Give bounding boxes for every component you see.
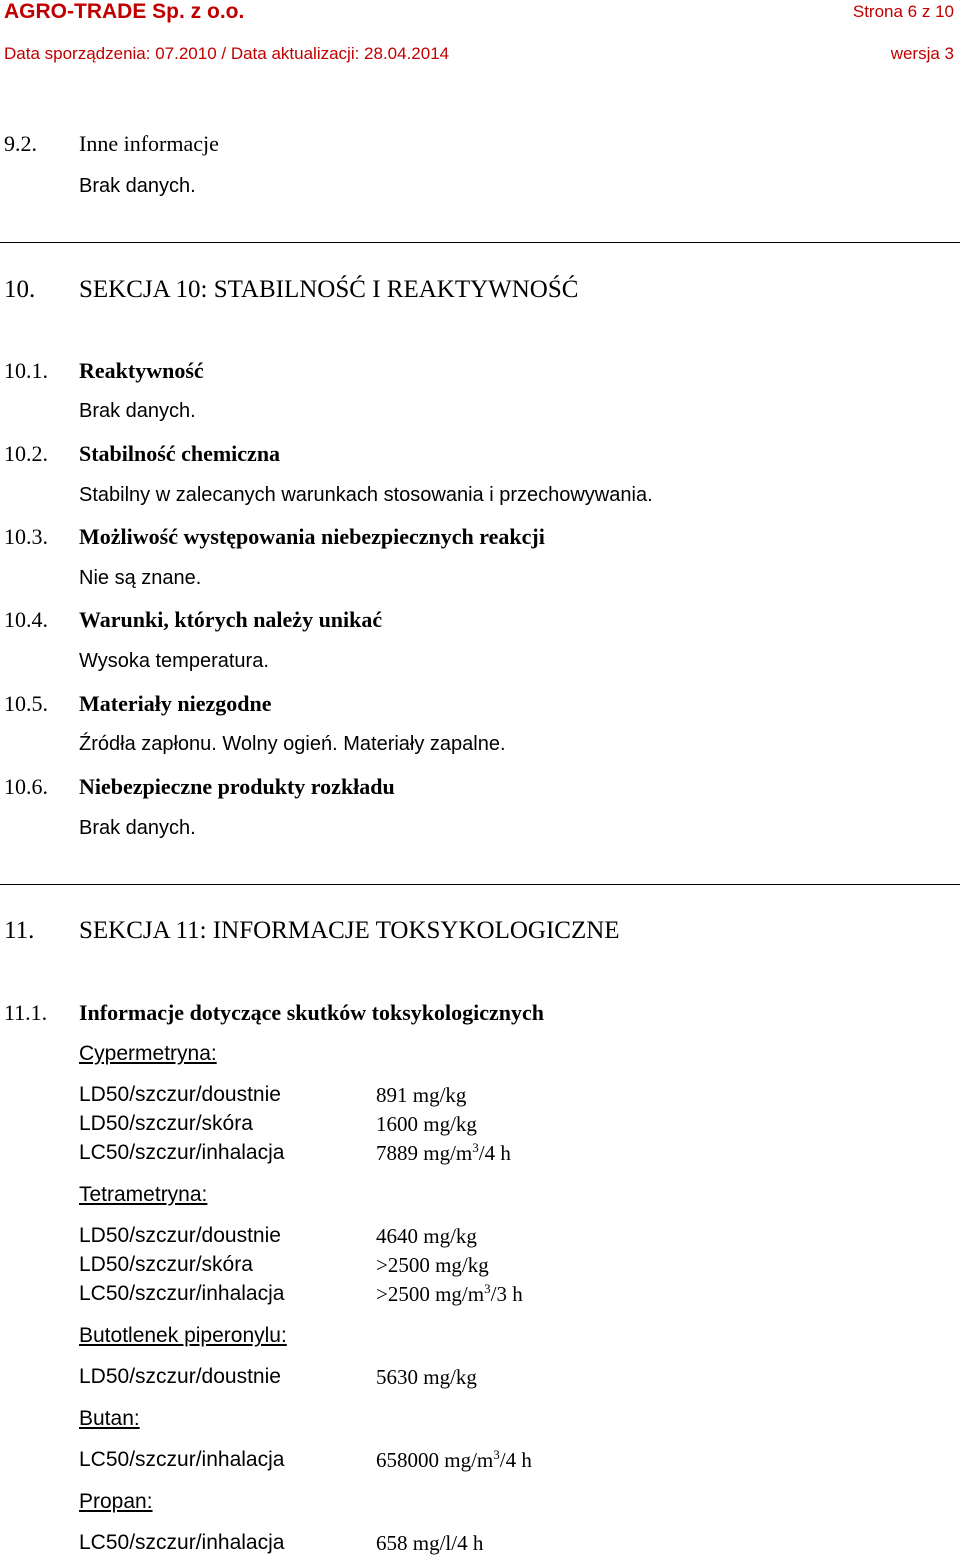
tox-value: >2500 mg/kg [376,1253,489,1277]
section-title: Niebezpieczne produkty rozkładu [79,774,395,799]
section-number: 10. [4,276,36,303]
section-number: 11. [4,917,35,944]
section-text: Brak danych. [79,400,196,422]
tox-value: >2500 $mg/m^3/3$ h [376,1281,523,1306]
page-number: Strona 6 z 10 [852,2,954,21]
substance-name: Cypermetryna: [79,1042,217,1065]
section-text: Źródła zapłonu. Wolny ogień. Materiały zapalne. [79,733,506,755]
section-heading: SEKCJA 10: STABILNOŚĆ I REAKTYWNOŚĆ [79,276,579,303]
section-number: 10.1. [4,358,48,383]
section-divider [0,242,960,243]
section-title: Stabilność chemiczna [79,441,281,466]
section-text: Wysoka temperatura. [79,650,269,672]
tox-test: LC50/szczur/inhalacja [79,1531,285,1554]
tox-test: LC50/szczur/inhalacja [79,1141,285,1164]
tox-value: 658 mg/l/4 h [376,1531,484,1555]
tox-test: LD50/szczur/doustnie [79,1224,281,1247]
substance-name: Tetrametryna: [79,1183,208,1206]
section-divider [0,884,960,885]
page-header [4,0,954,26]
document-dates: Data sporządzenia: 07.2010 / Data aktualizacji: 28.04.2014 [4,44,450,63]
section-number: 10.5. [4,691,48,716]
section-heading: SEKCJA 11: INFORMACJE TOKSYKOLOGICZNE [79,917,620,944]
substance-name: Butotlenek piperonylu: [79,1324,287,1347]
section-text: Brak danych. [79,817,196,839]
section-text: Stabilny w zalecanych warunkach stosowania i przechowywania. [79,484,653,506]
tox-test: LD50/szczur/doustnie [79,1083,281,1106]
section-text: Brak danych. [79,175,196,197]
section-title: Materiały niezgodne [79,691,272,716]
section-title: Warunki, których należy unikać [79,607,383,632]
section-title: Informacje dotyczące skutków toksykologicznych [79,1000,545,1025]
section-number: 9.2. [4,131,37,156]
substance-name: Butan: [79,1407,140,1430]
section-number: 10.4. [4,607,48,632]
tox-test: LC50/szczur/inhalacja [79,1448,285,1471]
substance-name: Propan: [79,1490,153,1513]
section-title: Możliwość występowania niebezpiecznych reakcji [79,524,545,549]
tox-test: LD50/szczur/skóra [79,1112,253,1135]
tox-test: LC50/szczur/inhalacja [79,1282,285,1305]
section-text: Nie są znane. [79,567,202,589]
tox-test: LD50/szczur/doustnie [79,1365,281,1388]
section-number: 11.1. [4,1000,48,1025]
section-number: 10.3. [4,524,48,549]
tox-value: 891 mg/kg [376,1083,467,1107]
tox-value: 1600 mg/kg [376,1112,477,1136]
tox-value: 5630 mg/kg [376,1365,477,1389]
tox-value: 658000 $mg/m^3/4$ h [376,1447,532,1472]
tox-test: LD50/szczur/skóra [79,1253,253,1276]
section-title: Inne informacje [79,131,219,156]
section-number: 10.6. [4,774,48,799]
tox-value: 4640 mg/kg [376,1224,477,1248]
company-name: AGRO-TRADE Sp. z o.o. [4,0,245,23]
section-title: Reaktywność [79,358,204,383]
document-version: wersja 3 [890,44,954,63]
page-subheader [4,44,954,70]
section-number: 10.2. [4,441,48,466]
tox-value: 7889 $mg/m^3/4$ h [376,1140,511,1165]
